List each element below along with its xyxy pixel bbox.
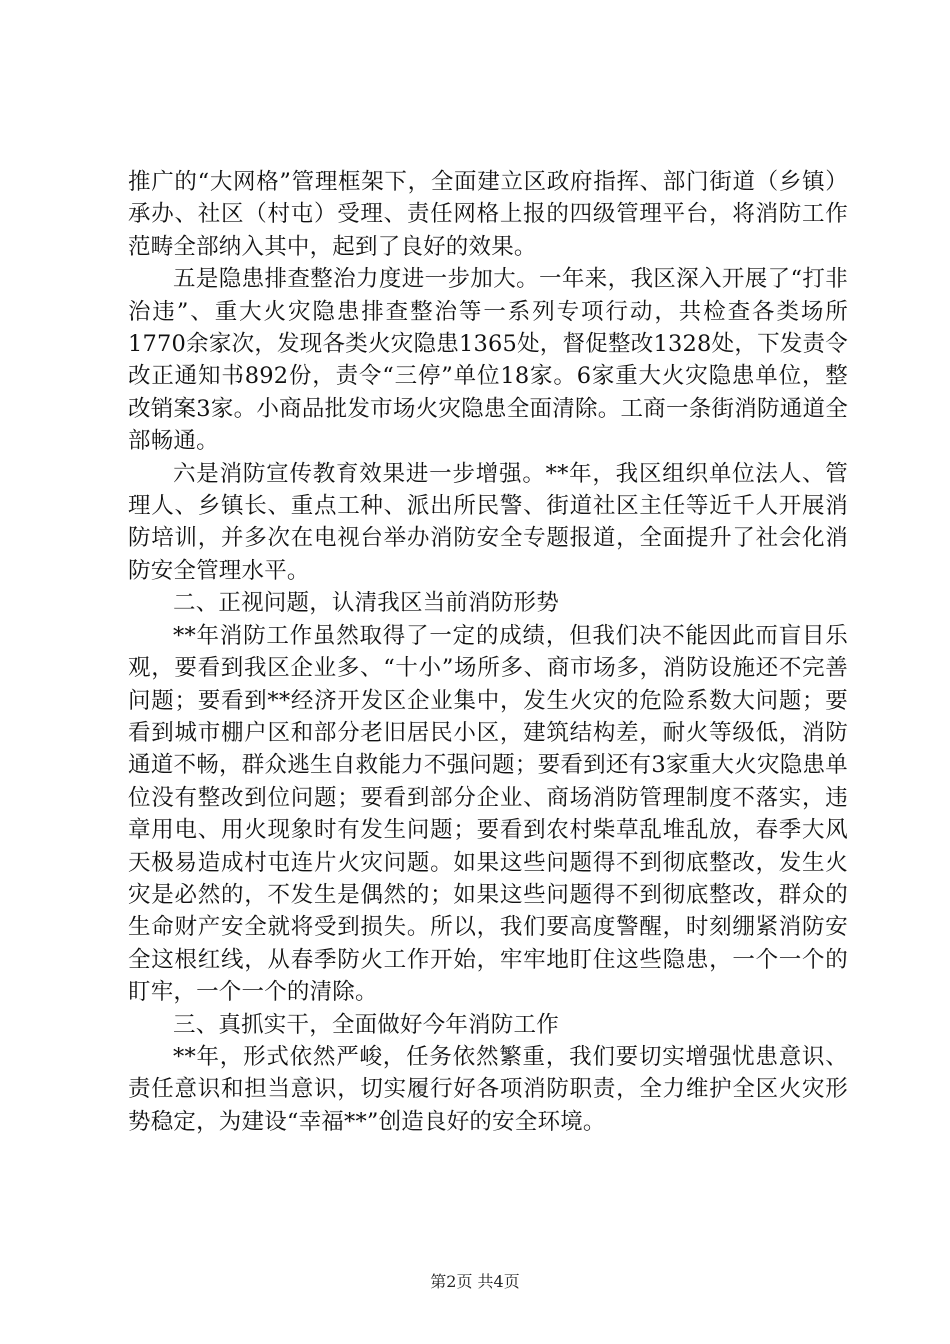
section-heading-three: 三、真抓实干，全面做好今年消防工作: [173, 1011, 559, 1038]
section-heading-two: 二、正视问题，认清我区当前消防形势: [173, 590, 559, 617]
paragraph-continued: 推广的“大网格”管理框架下，全面建立区政府指挥、部门街道（乡镇）承办、社区（村屯）受理、责任网格上报的四级管理平台，将消防工作范畴全部纳入其中，起到了良好的效果。: [128, 169, 848, 260]
document-body: [128, 166, 848, 1138]
paragraph-this-year-work: **年，形式依然严峻，任务依然繁重，我们要切实增强忧患意识、责任意识和担当意识，切实履行好各项消防职责，全力维护全区火灾形势稳定，为建设“幸福**”创造良好的安全环境。: [128, 1043, 848, 1135]
paragraph-hazard-rectification: 五是隐患排查整治力度进一步加大。一年来，我区深入开展了“打非治违”、重大火灾隐患排查整治等一系列专项行动，共检查各类场所1770余家次，发现各类火灾隐患1365处，督促整改1328处，下发责令改正通知书892份，责令“三停”单位18家。6家重大火灾隐患单位，整改销案3家。小商品批发市场火灾隐患全面清除。工商一条街消防通道全部畅通。: [128, 266, 848, 455]
paragraph-current-situation: **年消防工作虽然取得了一定的成绩，但我们决不能因此而盲目乐观，要看到我区企业多、“十小”场所多、商市场多，消防设施还不完善问题；要看到**经济开发区企业集中，发生火灾的危险系数大问题；要看到城市棚户区和部分老旧居民小区，建筑结构差，耐火等级低，消防通道不畅，群众逃生自救能力不强问题；要看到还有3家重大火灾隐患单位没有整改到位问题；要看到部分企业、商场消防管理制度不落实，违章用电、用火现象时有发生问题；要看到农村柴草乱堆乱放，春季大风天极易造成村屯连片火灾问题。如果这些问题得不到彻底整改，发生火灾是必然的，不发生是偶然的；如果这些问题得不到彻底整改，群众的生命财产安全就将受到损失。所以，我们要高度警醒，时刻绷紧消防安全这根红线，从春季防火工作开始，牢牢地盯住这些隐患，一个一个的盯牢，一个一个的清除。: [128, 622, 848, 1006]
page-footer: 第2页 共4页: [430, 1272, 520, 1291]
paragraph-publicity-education: 六是消防宣传教育效果进一步增强。**年，我区组织单位法人、管理人、乡镇长、重点工种、派出所民警、街道社区主任等近千人开展消防培训，并多次在电视台举办消防安全专题报道，全面提升了社会化消防安全管理水平。: [128, 460, 848, 584]
